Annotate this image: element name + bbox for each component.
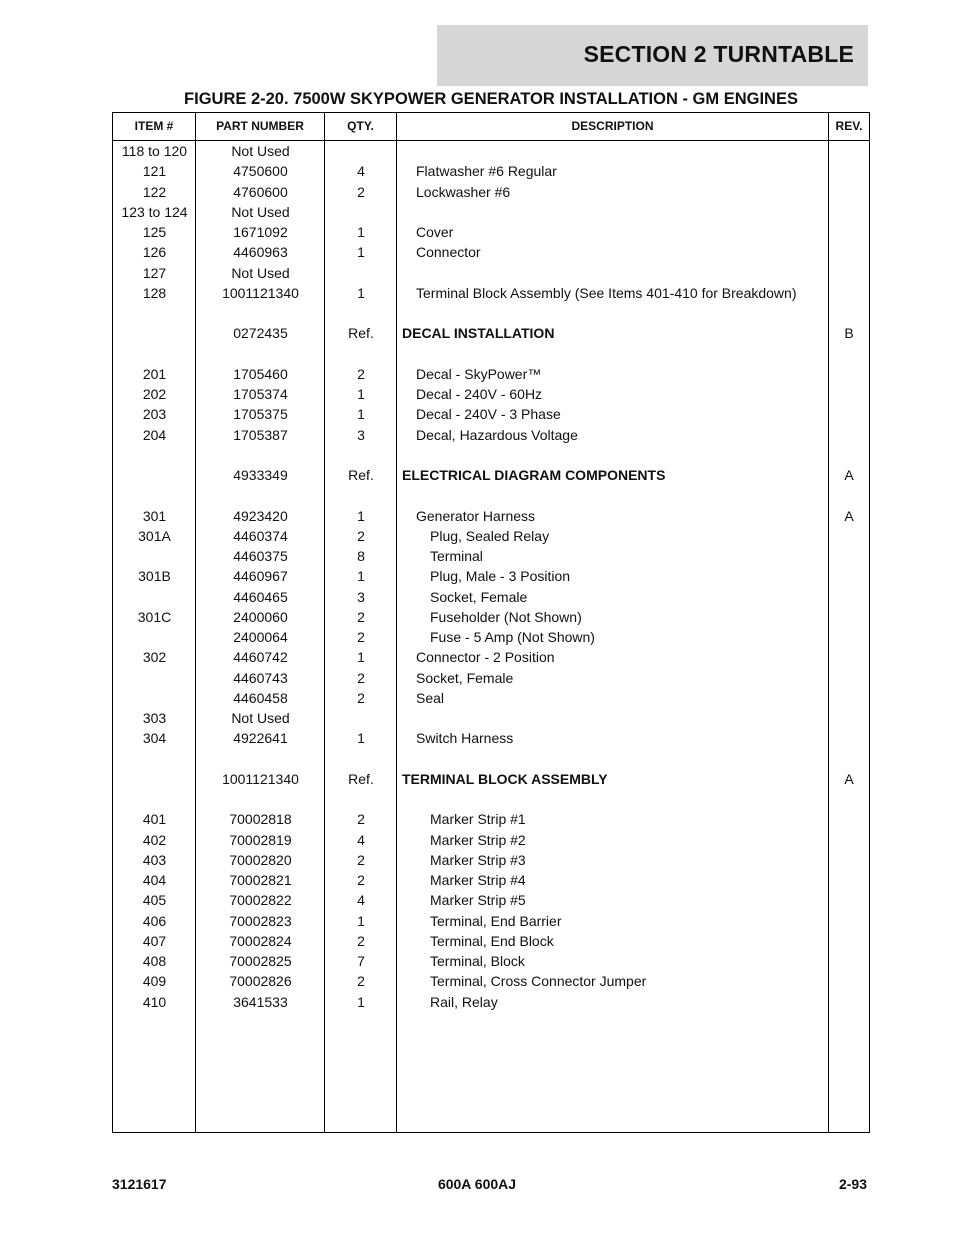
quantity-cell: 2 <box>357 851 365 868</box>
revision-cell <box>829 445 869 465</box>
description-cell: Decal - SkyPower™ <box>416 365 542 382</box>
description-cell: Rail, Relay <box>430 993 498 1010</box>
part-number-cell: 4460967 <box>233 568 288 585</box>
table-row <box>113 425 869 445</box>
quantity-cell <box>325 485 397 505</box>
item-number-cell: 126 <box>142 244 167 261</box>
revision-cell <box>829 283 869 303</box>
item-number-cell: 202 <box>142 386 167 402</box>
table-row <box>113 830 869 850</box>
part-number-cell: 0272435 <box>233 325 288 342</box>
description-cell <box>402 445 827 465</box>
description-cell: ELECTRICAL DIAGRAM COMPONENTS <box>402 467 666 483</box>
item-number-cell: 123 to 124 <box>121 203 188 220</box>
quantity-cell: 2 <box>357 932 365 949</box>
figure-title: FIGURE 2-20. 7500W SKYPOWER GENERATOR INSTALLATION - GM ENGINES <box>184 90 798 108</box>
column-header-item: ITEM # <box>134 119 174 133</box>
item-number-cell: 405 <box>142 892 167 909</box>
part-number-cell: 70002821 <box>229 872 292 888</box>
part-number-cell: 3641533 <box>233 993 288 1010</box>
description-cell: Terminal Block Assembly (See Items 401-410 for Breakdown) <box>416 284 797 301</box>
item-number-cell: 118 to 120 <box>121 143 188 159</box>
quantity-cell <box>325 445 397 465</box>
table-row <box>113 809 869 829</box>
quantity-cell: 2 <box>357 608 365 625</box>
table-row <box>113 485 869 505</box>
quantity-cell: 1 <box>357 912 365 929</box>
revision-cell <box>829 627 869 647</box>
part-number-cell: 4460374 <box>233 527 288 544</box>
part-number-cell: 1705387 <box>233 426 288 443</box>
revision-cell <box>829 344 869 364</box>
table-row <box>113 992 869 1012</box>
section-title: SECTION 2 TURNTABLE <box>583 41 854 67</box>
item-number-cell: 121 <box>142 163 167 180</box>
part-number-cell <box>196 749 325 769</box>
revision-cell <box>829 587 869 607</box>
part-number-cell: 4460742 <box>233 649 288 666</box>
table-row <box>113 344 869 364</box>
revision-cell: A <box>844 770 854 787</box>
revision-cell <box>829 749 869 769</box>
item-number-cell <box>113 323 196 343</box>
document-number: 3121617 <box>112 1176 167 1192</box>
part-number-cell: 4460465 <box>233 588 288 605</box>
part-number-cell: 4923420 <box>233 507 288 524</box>
description-cell: Seal <box>416 689 445 706</box>
revision-cell <box>829 688 869 708</box>
part-number-cell: 70002818 <box>229 811 292 828</box>
part-number-cell: Not Used <box>231 710 290 726</box>
quantity-cell: 8 <box>357 548 365 564</box>
part-number-cell: 4760600 <box>233 183 288 200</box>
table-row <box>113 850 869 870</box>
quantity-cell: 2 <box>357 872 365 888</box>
item-number-cell: 301B <box>138 568 171 585</box>
revision-cell <box>829 384 869 404</box>
revision-cell <box>829 242 869 262</box>
table-row <box>113 647 869 667</box>
description-cell <box>402 141 827 161</box>
part-number-cell: 2400064 <box>233 629 288 645</box>
table-header-row <box>113 113 869 141</box>
part-number-cell: 70002823 <box>229 912 292 929</box>
item-number-cell: 301A <box>138 527 171 544</box>
description-cell <box>402 708 827 728</box>
part-number-cell: 1705460 <box>233 365 288 382</box>
page-number: 2-93 <box>838 1176 867 1192</box>
item-number-cell: 302 <box>142 649 167 666</box>
table-row <box>113 323 869 343</box>
column-header-rev: REV. <box>835 119 863 133</box>
revision-cell: A <box>844 507 854 524</box>
table-row <box>113 789 869 809</box>
description-cell <box>402 789 827 809</box>
revision-cell <box>829 951 869 971</box>
description-cell: Fuseholder (Not Shown) <box>430 608 582 625</box>
item-number-cell: 402 <box>142 831 167 848</box>
quantity-cell: 1 <box>357 284 365 301</box>
item-number-cell: 201 <box>142 365 167 382</box>
table-row <box>113 526 869 546</box>
item-number-cell: 410 <box>142 993 167 1010</box>
table-row <box>113 445 869 465</box>
revision-cell <box>829 668 869 688</box>
quantity-cell <box>325 708 397 728</box>
part-number-cell: 4460458 <box>233 689 288 706</box>
part-number-cell: 4460963 <box>233 244 288 261</box>
description-cell: Flatwasher #6 Regular <box>416 163 557 180</box>
revision-cell <box>829 485 869 505</box>
part-number-cell: 70002824 <box>229 932 292 949</box>
quantity-cell: 1 <box>357 568 365 585</box>
revision-cell <box>829 141 869 161</box>
column-header-description: DESCRIPTION <box>571 119 654 133</box>
part-number-cell: 70002822 <box>229 892 292 909</box>
item-number-cell: 304 <box>142 730 167 747</box>
description-cell: Terminal, End Barrier <box>430 912 562 929</box>
revision-cell: B <box>844 325 854 342</box>
item-number-cell: 125 <box>142 224 167 240</box>
item-number-cell <box>113 587 196 607</box>
quantity-cell: 3 <box>357 426 365 443</box>
part-number-cell: Not Used <box>231 143 290 159</box>
table-row <box>113 364 869 384</box>
description-cell <box>402 749 827 769</box>
description-cell: Generator Harness <box>416 507 536 524</box>
item-number-cell: 204 <box>142 426 167 443</box>
revision-cell <box>829 202 869 222</box>
quantity-cell <box>325 749 397 769</box>
part-number-cell <box>196 303 325 323</box>
revision-cell <box>829 971 869 991</box>
description-cell <box>402 303 827 323</box>
item-number-cell <box>113 303 196 323</box>
description-cell: Marker Strip #2 <box>430 831 526 848</box>
item-number-cell: 406 <box>142 912 167 929</box>
table-row <box>113 688 869 708</box>
part-number-cell: 4933349 <box>233 467 288 483</box>
part-number-cell: 1001121340 <box>222 770 299 787</box>
part-number-cell: Not Used <box>231 203 290 220</box>
description-cell: Decal, Hazardous Voltage <box>416 426 578 443</box>
item-number-cell: 127 <box>142 264 167 281</box>
part-number-cell: 1671092 <box>233 224 288 240</box>
revision-cell <box>829 728 869 748</box>
description-cell: Terminal, Cross Connector Jumper <box>430 973 647 990</box>
description-cell: Cover <box>416 224 454 240</box>
quantity-cell: Ref. <box>348 325 374 342</box>
description-cell: Plug, Sealed Relay <box>430 527 550 544</box>
description-cell: Decal - 240V - 60Hz <box>416 386 543 402</box>
table-row <box>113 242 869 262</box>
part-number-cell: 2400060 <box>233 608 288 625</box>
quantity-cell: 2 <box>357 689 365 706</box>
table-row <box>113 911 869 931</box>
table-row <box>113 263 869 283</box>
item-number-cell <box>113 627 196 647</box>
quantity-cell: 7 <box>357 953 365 969</box>
item-number-cell: 409 <box>142 973 167 990</box>
part-number-cell: 1001121340 <box>222 284 299 301</box>
table-row <box>113 141 869 161</box>
part-number-cell: 1705374 <box>233 386 288 402</box>
revision-cell <box>829 364 869 384</box>
item-number-cell: 407 <box>142 932 167 949</box>
item-number-cell: 408 <box>142 953 167 969</box>
revision-cell <box>829 303 869 323</box>
table-row <box>113 566 869 586</box>
part-number-cell: 4922641 <box>233 730 288 747</box>
quantity-cell <box>325 263 397 283</box>
description-cell <box>402 263 827 283</box>
item-number-cell <box>113 668 196 688</box>
revision-cell <box>829 404 869 424</box>
description-cell <box>402 344 827 364</box>
revision-cell <box>829 161 869 181</box>
revision-cell <box>829 931 869 951</box>
parts-table <box>112 112 870 1133</box>
item-number-cell: 128 <box>142 284 167 301</box>
table-row <box>113 931 869 951</box>
quantity-cell: 2 <box>357 183 365 200</box>
revision-cell <box>829 890 869 910</box>
description-cell: Marker Strip #4 <box>430 872 526 888</box>
quantity-cell: 1 <box>357 730 365 747</box>
part-number-cell: 4460375 <box>233 548 288 564</box>
revision-cell <box>829 425 869 445</box>
item-number-cell: 301C <box>137 608 172 625</box>
quantity-cell: 1 <box>357 507 365 524</box>
quantity-cell: 4 <box>357 831 365 848</box>
item-number-cell <box>113 465 196 485</box>
table-row <box>113 951 869 971</box>
quantity-cell <box>325 202 397 222</box>
quantity-cell: 1 <box>357 649 365 666</box>
revision-cell: A <box>844 467 854 483</box>
item-number-cell <box>113 546 196 566</box>
quantity-cell: 1 <box>357 993 365 1010</box>
table-row <box>113 384 869 404</box>
item-number-cell <box>113 485 196 505</box>
part-number-cell: 4750600 <box>233 163 288 180</box>
revision-cell <box>829 222 869 242</box>
part-number-cell: 70002826 <box>229 973 292 990</box>
revision-cell <box>829 809 869 829</box>
description-cell <box>402 202 827 222</box>
revision-cell <box>829 182 869 202</box>
description-cell: Fuse - 5 Amp (Not Shown) <box>430 629 595 645</box>
model-numbers: 600A 600AJ <box>437 1176 517 1192</box>
table-row <box>113 506 869 526</box>
quantity-cell: 2 <box>357 811 365 828</box>
description-cell: Decal - 240V - 3 Phase <box>416 406 561 423</box>
description-cell: Terminal <box>430 548 483 564</box>
quantity-cell: 1 <box>357 244 365 261</box>
section-header-banner <box>437 25 868 86</box>
table-row <box>113 283 869 303</box>
description-cell: Marker Strip #3 <box>430 851 526 868</box>
table-row <box>113 708 869 728</box>
quantity-cell: 2 <box>357 973 365 990</box>
quantity-cell: 4 <box>357 163 365 180</box>
item-number-cell: 203 <box>142 406 167 423</box>
part-number-cell <box>196 485 325 505</box>
column-header-qty: QTY. <box>347 119 374 133</box>
item-number-cell <box>113 789 196 809</box>
table-row <box>113 870 869 890</box>
revision-cell <box>829 526 869 546</box>
table-row <box>113 303 869 323</box>
item-number-cell: 404 <box>142 872 167 888</box>
revision-cell <box>829 911 869 931</box>
table-row <box>113 202 869 222</box>
item-number-cell: 122 <box>142 183 167 200</box>
revision-cell <box>829 263 869 283</box>
revision-cell <box>829 830 869 850</box>
part-number-cell <box>196 445 325 465</box>
table-row <box>113 890 869 910</box>
quantity-cell: 2 <box>357 527 365 544</box>
description-cell: Connector - 2 Position <box>416 649 555 666</box>
revision-cell <box>829 546 869 566</box>
quantity-cell <box>325 789 397 809</box>
part-number-cell: Not Used <box>231 264 290 281</box>
table-row <box>113 404 869 424</box>
table-row <box>113 769 869 789</box>
table-row <box>113 161 869 181</box>
revision-cell <box>829 647 869 667</box>
table-row <box>113 627 869 647</box>
table-row <box>113 465 869 485</box>
item-number-cell <box>113 344 196 364</box>
item-number-cell <box>113 749 196 769</box>
item-number-cell <box>113 769 196 789</box>
revision-cell <box>829 789 869 809</box>
revision-cell <box>829 870 869 890</box>
item-number-cell: 403 <box>142 851 167 868</box>
description-cell: Socket, Female <box>430 588 528 605</box>
part-number-cell <box>196 789 325 809</box>
item-number-cell: 301 <box>142 507 167 524</box>
quantity-cell: 1 <box>357 406 365 423</box>
item-number-cell <box>113 445 196 465</box>
part-number-cell: 1705375 <box>233 406 288 423</box>
description-cell: DECAL INSTALLATION <box>402 325 555 342</box>
part-number-cell: 70002819 <box>229 831 292 848</box>
description-cell: Marker Strip #5 <box>430 892 526 909</box>
part-number-cell: 70002820 <box>229 851 292 868</box>
table-row <box>113 728 869 748</box>
table-row <box>113 587 869 607</box>
quantity-cell: 2 <box>357 669 365 686</box>
description-cell: Socket, Female <box>416 669 514 686</box>
description-cell <box>402 485 827 505</box>
description-cell: TERMINAL BLOCK ASSEMBLY <box>402 770 608 787</box>
table-row <box>113 607 869 627</box>
item-number-cell: 401 <box>142 811 167 828</box>
part-number-cell: 70002825 <box>229 953 292 969</box>
description-cell: Plug, Male - 3 Position <box>430 568 571 585</box>
table-body <box>113 141 869 1012</box>
quantity-cell: Ref. <box>348 770 374 787</box>
description-cell: Switch Harness <box>416 730 514 747</box>
quantity-cell <box>325 303 397 323</box>
table-row <box>113 668 869 688</box>
revision-cell <box>829 992 869 1012</box>
table-row <box>113 222 869 242</box>
description-cell: Connector <box>416 244 481 261</box>
table-row <box>113 971 869 991</box>
quantity-cell: 2 <box>357 629 365 645</box>
description-cell: Terminal, End Block <box>430 932 554 949</box>
revision-cell <box>829 708 869 728</box>
description-cell: Terminal, Block <box>430 953 525 969</box>
quantity-cell: 1 <box>357 386 365 402</box>
revision-cell <box>829 850 869 870</box>
revision-cell <box>829 607 869 627</box>
quantity-cell: 3 <box>357 588 365 605</box>
quantity-cell: 4 <box>357 892 365 909</box>
quantity-cell: Ref. <box>348 467 374 483</box>
item-number-cell: 303 <box>142 710 167 726</box>
description-cell: Lockwasher #6 <box>416 183 511 200</box>
column-header-part-number: PART NUMBER <box>216 119 304 133</box>
quantity-cell: 1 <box>357 224 365 240</box>
part-number-cell <box>196 344 325 364</box>
revision-cell <box>829 566 869 586</box>
description-cell: Marker Strip #1 <box>430 811 526 828</box>
table-row <box>113 546 869 566</box>
table-row <box>113 749 869 769</box>
quantity-cell <box>325 344 397 364</box>
part-number-cell: 4460743 <box>233 669 288 686</box>
quantity-cell <box>325 141 397 161</box>
table-row <box>113 182 869 202</box>
quantity-cell: 2 <box>357 365 365 382</box>
item-number-cell <box>113 688 196 708</box>
